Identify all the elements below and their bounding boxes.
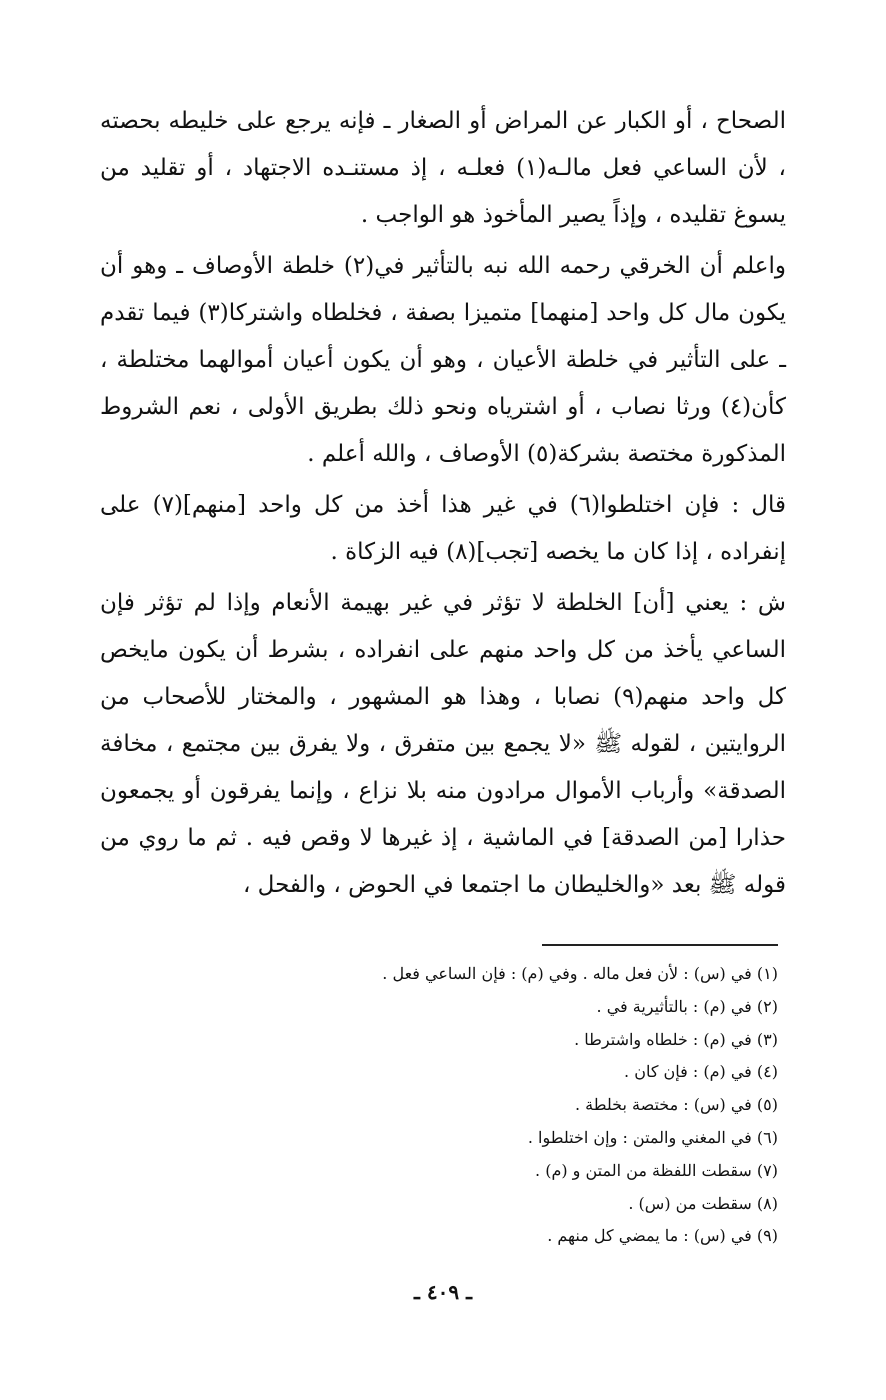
footnote-6: (٦) في المغني والمتن : وإن اختلطوا . — [527, 1127, 778, 1147]
footnote-9: (٩) في (س) : ما يمضي كل منهم . — [547, 1226, 778, 1246]
footnote-2: (٢) في (م) : بالتأثيرية في . — [596, 996, 778, 1016]
footnote-5: (٥) في (س) : مختصة بخلطة . — [574, 1095, 778, 1115]
paragraph-1: الصحاح ، أو الكبار عن المراض أو الصغار ـ فإنه يرجع على خليطه بحصته ، لأن الساعي فعل مالـه(١) فعلـه ، إذ مستنـده الاجتهاد ، أو تقليد من يسوغ تقليده ، وإذاً يصير المأخوذ هو الواجب . — [100, 108, 786, 228]
footnote-separator — [542, 944, 778, 946]
paragraph-2: واعلم أن الخرقي رحمه الله نبه بالتأثير في(٢) خلطة الأوصاف ـ وهو أن يكون مال كل واحد [منهما] متميزا بصفة ، فخلطاه واشتركا(٣) فيما تقدم ـ على التأثير في خلطة الأعيان ، وهو أن يكون أعيان أموالهما مختلطة ، كأن(٤) ورثا نصاب ، أو اشترياه ونحو ذلك بطريق الأولى ، نعم الشروط المذكورة مختصة بشركة(٥) الأوصاف ، والله أعلم . — [100, 253, 786, 467]
footnote-4: (٤) في (م) : فإن كان . — [624, 1062, 778, 1082]
main-text — [100, 98, 786, 913]
paragraph-3: قال : فإن اختلطوا(٦) في غير هذا أخذ من كل واحد [منهم](٧) على إنفراده ، إذا كان ما يخصه [تجب](٨) فيه الزكاة . — [100, 492, 786, 565]
paragraph-4: ش : يعني [أن] الخلطة لا تؤثر في غير بهيمة الأنعام وإذا لم تؤثر فإن الساعي يأخذ من كل واحد منهم على انفراده ، بشرط أن يكون مايخص كل واحد منهم(٩) نصابا ، وهذا هو المشهور ، والمختار للأصحاب من الروايتين ، لقوله ﷺ «لا يجمع بين متفرق ، ولا يفرق بين مجتمع ، مخافة الصدقة» وأرباب الأموال مرادون منه بلا نزاع ، وإنما يفرقون أو يجمعون حذارا [من الصدقة] في الماشية ، إذ غيرها لا وقص فيه . ثم ما روي من قوله ﷺ بعد «والخليطان ما اجتمعا في الحوض ، والفحل ، — [100, 590, 786, 898]
page-number: ـ ٤٠٩ ـ — [414, 1280, 472, 1304]
footnote-1: (١) في (س) : لأن فعل ماله . وفي (م) : فإن الساعي فعل . — [382, 964, 778, 983]
footnote-8: (٨) سقطت من (س) . — [628, 1193, 778, 1213]
footnote-3: (٣) في (م) : خلطاه واشترطا . — [574, 1029, 778, 1049]
footnotes — [300, 958, 778, 1253]
footnote-7: (٧) سقطت اللفظة من المتن و (م) . — [535, 1160, 778, 1180]
